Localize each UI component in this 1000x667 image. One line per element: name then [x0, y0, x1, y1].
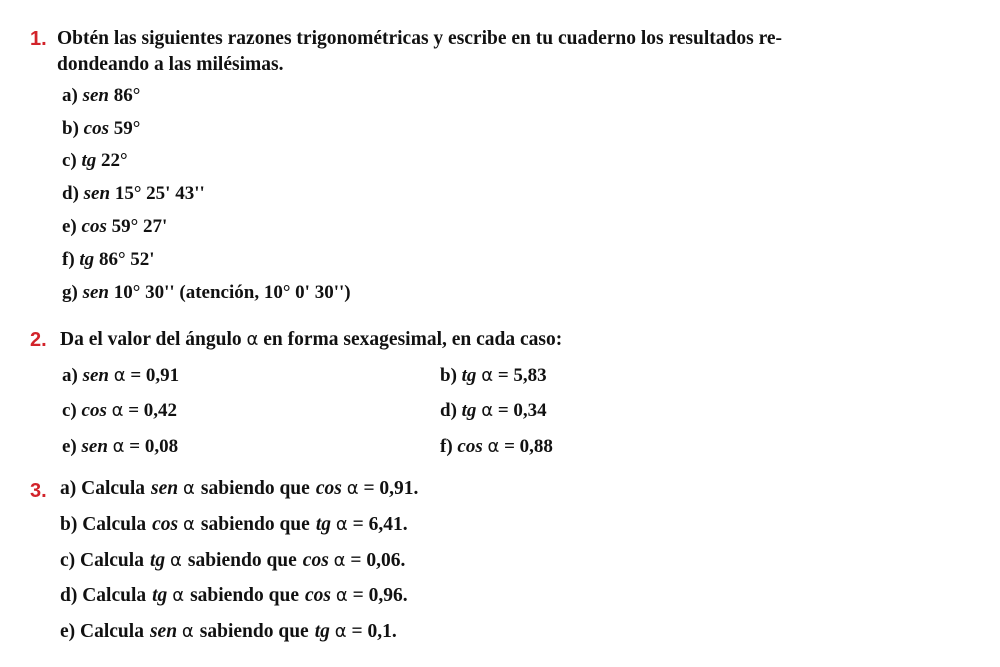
trig-function: tg: [149, 550, 166, 571]
item-value: = 0,42: [128, 400, 178, 421]
exercise-1-item-c: [62, 150, 128, 172]
item-value: = 0,08: [129, 436, 179, 457]
alpha-symbol: α: [113, 365, 126, 386]
item-value: = 0,91.: [363, 478, 419, 499]
trig-function: sen: [83, 183, 111, 204]
item-label: a): [62, 365, 78, 386]
exercise-2-item-d: [440, 400, 547, 422]
exercise-2-item-f: [440, 436, 553, 458]
trig-function: sen: [149, 621, 178, 642]
trig-function: tg: [314, 621, 330, 642]
trig-function: sen: [82, 365, 109, 386]
exercise-1-statement: Obtén las siguientes razones trigonométricas y escribe en tu cuaderno los resultados re- dondeando a las milésimas.: [57, 28, 783, 75]
alpha-symbol: α: [170, 550, 182, 571]
trig-function: cos: [152, 514, 179, 535]
trig-function: sen: [82, 282, 109, 303]
trig-function: cos: [302, 550, 329, 571]
item-label: b): [60, 514, 78, 535]
trig-function: tg: [152, 585, 168, 606]
trig-function: tg: [315, 514, 331, 535]
item-label: c): [62, 150, 77, 171]
alpha-symbol: α: [183, 478, 195, 499]
trig-function: sen: [151, 478, 179, 499]
exercise-3-item-b: [60, 514, 408, 536]
item-label: d): [440, 400, 457, 421]
alpha-symbol: α: [181, 621, 194, 642]
calc-text: Calcula: [82, 514, 147, 535]
trig-function: cos: [83, 118, 109, 139]
item-value: 59°: [113, 118, 141, 139]
exercise-1-item-b: [62, 118, 140, 140]
item-value: 15° 25' 43'': [114, 183, 205, 204]
item-value: = 0,96.: [352, 585, 408, 606]
calc-text: Calcula: [80, 621, 144, 642]
exercise-1-item-g: [62, 282, 351, 304]
condition-text: sabiendo que: [200, 478, 310, 499]
item-value: 86°: [113, 85, 141, 106]
exercise-2-item-e: [62, 436, 178, 458]
item-value: 86° 52': [98, 249, 155, 270]
exercise-1-item-f: [62, 249, 155, 271]
statement-text: Da el valor del ángulo: [60, 329, 242, 350]
trig-function: sen: [81, 436, 108, 457]
exercise-3-number: 3.: [30, 480, 47, 502]
trig-function: cos: [457, 436, 483, 457]
item-value: = 6,41.: [352, 514, 408, 535]
trig-function: sen: [82, 85, 109, 106]
exercise-2-statement: [60, 327, 562, 353]
item-label: e): [62, 216, 77, 237]
condition-text: sabiendo que: [200, 514, 310, 535]
exercise-2-item-b: [440, 365, 547, 387]
exercise-1-item-d: [62, 183, 205, 205]
item-label: c): [60, 550, 76, 571]
condition-text: sabiendo que: [190, 585, 299, 606]
exercise-3-item-e: [60, 621, 397, 643]
alpha-symbol: α: [183, 514, 195, 535]
trig-function: cos: [315, 478, 342, 499]
item-value: 22°: [101, 150, 128, 171]
item-value: = 0,06.: [350, 550, 406, 571]
alpha-symbol: α: [335, 585, 348, 606]
alpha-symbol: α: [346, 478, 359, 499]
exercise-2-number: 2.: [30, 329, 47, 351]
exercise-1-item-a: [62, 85, 140, 107]
condition-text: sabiendo que: [199, 621, 309, 642]
trig-function: tg: [81, 150, 97, 171]
exercise-1-number: 1.: [30, 28, 47, 50]
trig-function: tg: [461, 365, 477, 386]
alpha-symbol: α: [111, 400, 124, 421]
trig-function: tg: [79, 249, 95, 270]
item-label: a): [60, 478, 77, 499]
exercise-2-item-a: [62, 365, 179, 387]
alpha-symbol: α: [481, 365, 494, 386]
calc-text: Calcula: [80, 550, 144, 571]
item-label: f): [62, 249, 75, 270]
item-value: 59° 27': [111, 216, 168, 237]
alpha-symbol: α: [333, 550, 346, 571]
exercise-1-item-e: [62, 216, 167, 238]
alpha-symbol: α: [172, 585, 185, 606]
alpha-symbol: α: [112, 436, 125, 457]
item-label: e): [62, 436, 77, 457]
item-value: 10° 30'' (atención, 10° 0' 30''): [113, 282, 351, 303]
statement-text: en forma sexagesimal, en cada caso:: [263, 329, 563, 350]
item-value: = 0,1.: [351, 621, 397, 642]
item-label: c): [62, 400, 77, 421]
alpha-symbol: α: [335, 514, 348, 535]
item-label: g): [62, 282, 78, 303]
trig-function: tg: [461, 400, 477, 421]
alpha-symbol: α: [246, 329, 259, 350]
exercise-3-item-c: [60, 550, 405, 572]
item-value: = 0,34: [497, 400, 547, 421]
item-value: = 0,88: [504, 436, 553, 457]
item-label: b): [440, 365, 457, 386]
calc-text: Calcula: [82, 585, 147, 606]
calc-text: Calcula: [81, 478, 146, 499]
item-label: b): [62, 118, 79, 139]
alpha-symbol: α: [334, 621, 347, 642]
exercise-2-item-c: [62, 400, 177, 422]
item-label: a): [62, 85, 78, 106]
trig-function: cos: [304, 585, 331, 606]
alpha-symbol: α: [487, 436, 500, 457]
item-label: d): [60, 585, 78, 606]
item-label: f): [440, 436, 453, 457]
trig-function: cos: [81, 216, 107, 237]
exercise-3-item-d: [60, 585, 408, 607]
item-label: d): [62, 183, 79, 204]
item-value: = 5,83: [497, 365, 547, 386]
trig-function: cos: [81, 400, 107, 421]
exercise-3-item-a: [60, 478, 418, 500]
item-label: e): [60, 621, 76, 642]
condition-text: sabiendo que: [187, 550, 297, 571]
alpha-symbol: α: [481, 400, 494, 421]
item-value: = 0,91: [130, 365, 180, 386]
